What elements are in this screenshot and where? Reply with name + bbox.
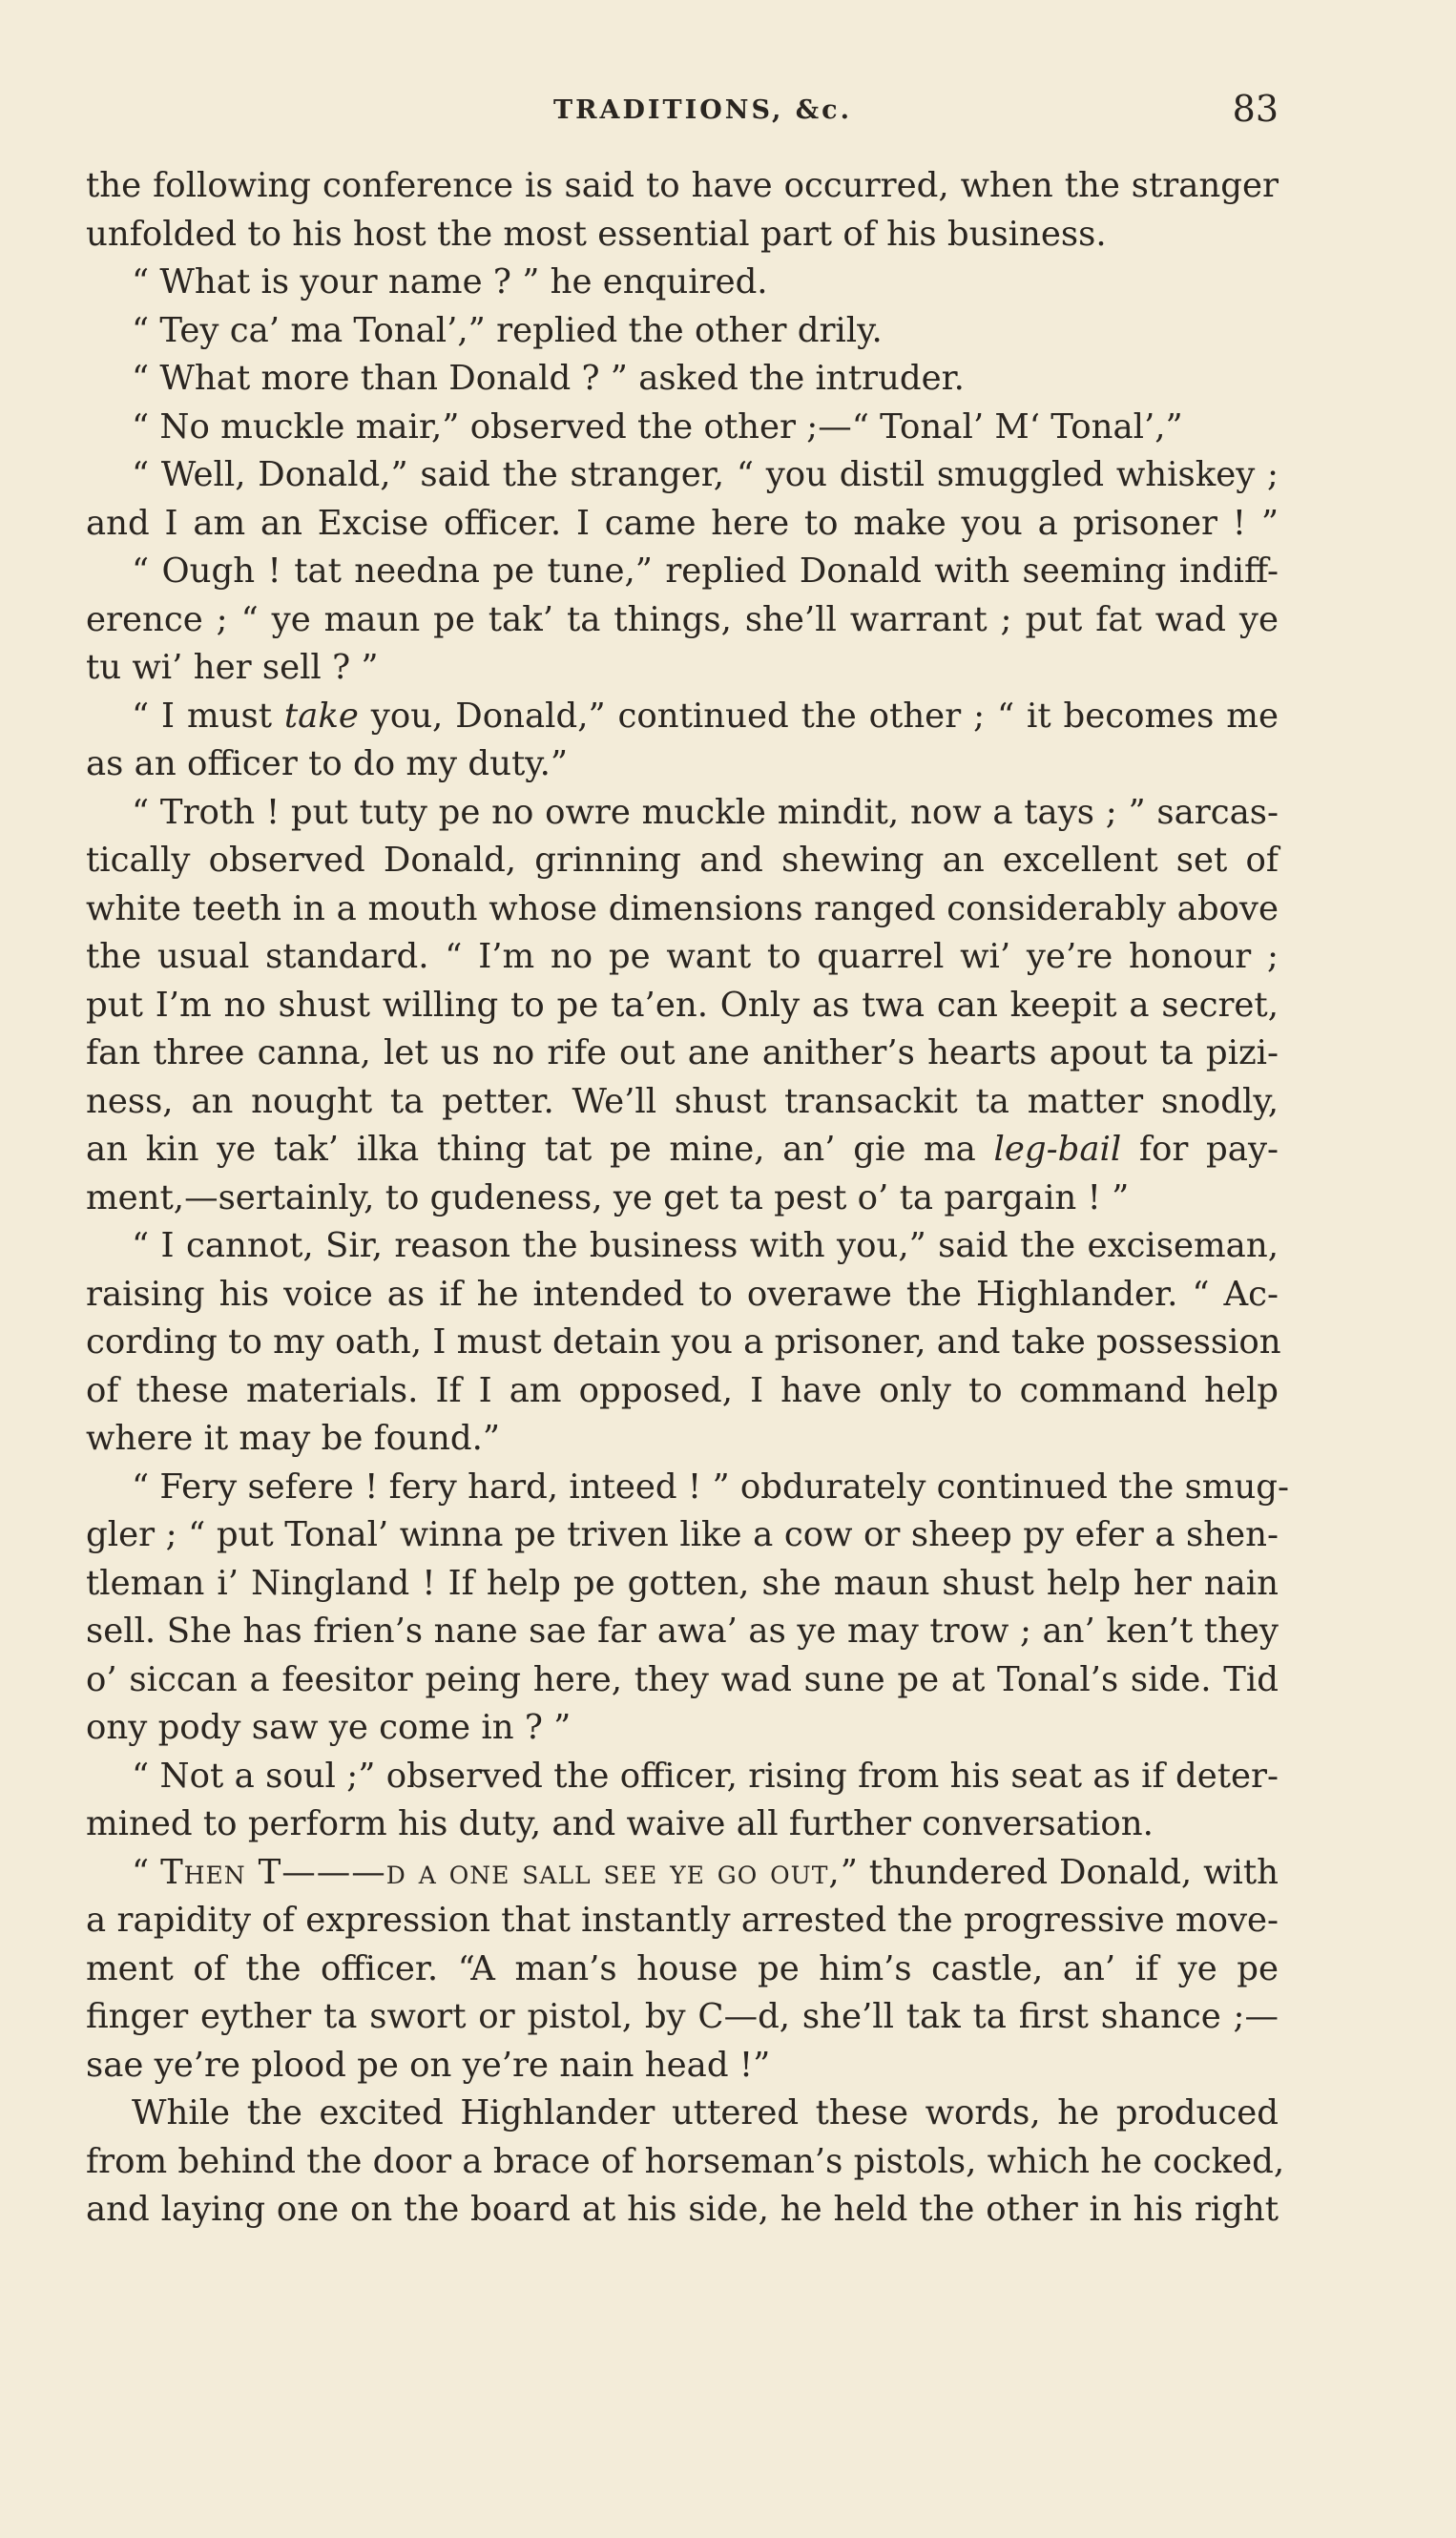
- text-line: sell. She has frien’s nane sae far awa’ as ye may trow ; an’ ken’t they: [86, 1612, 1279, 1651]
- text-line: white teeth in a mouth whose dimensions ranged considerably above: [86, 888, 1279, 928]
- text-line: “ What more than Donald ? ” asked the intruder.: [132, 359, 965, 398]
- text-line: “ Tey ca’ ma Tonal’,” replied the other drily.: [132, 310, 883, 350]
- text-line: tically observed Donald, grinning and shewing an excellent set of: [86, 841, 1279, 880]
- text-line: put I’m no shust willing to pe ta’en. Only as twa can keepit a secret,: [86, 985, 1279, 1025]
- text-line: ment of the officer. “A man’s house pe him’s castle, an’ if ye pe: [86, 1948, 1279, 1988]
- text-line: “ Then T———d a one sall see ye go out,” thundered Donald, with: [132, 1852, 1279, 1892]
- text-line: raising his voice as if he intended to overawe the Highlander. “ Ac-: [86, 1274, 1279, 1314]
- emphasis: take: [283, 696, 359, 736]
- text-line: finger eyther ta swort or pistol, by C—d, she’ll tak ta first shance ;—: [86, 1997, 1279, 2036]
- page-number: 83: [1232, 88, 1279, 130]
- text-line: of these materials. If I am opposed, I have only to command help: [86, 1370, 1279, 1410]
- running-header: [86, 88, 1279, 135]
- text-line: “ Not a soul ;” observed the officer, rising from his seat as if deter-: [132, 1756, 1279, 1796]
- text-line: “ I cannot, Sir, reason the business with you,” said the exciseman,: [132, 1226, 1279, 1265]
- text-line: o’ siccan a feesitor peing here, they wad sune pe at Tonal’s side. Tid: [86, 1659, 1279, 1699]
- running-title: TRADITIONS, &c.: [553, 95, 852, 125]
- text-line: “ Troth ! put tuty pe no owre muckle mindit, now a tays ; ” sarcas-: [132, 792, 1279, 832]
- text-line: the following conference is said to have occurred, when the stranger: [86, 166, 1279, 205]
- text-line: erence ; “ ye maun pe tak’ ta things, she’ll warrant ; put fat wad ye: [86, 599, 1279, 639]
- text-line: “ Well, Donald,” said the stranger, “ you distil smuggled whiskey ;: [132, 455, 1279, 494]
- text-line: “ Ough ! tat needna pe tune,” replied Donald with seeming indiff-: [132, 551, 1279, 591]
- text-line: ony pody saw ye come in ? ”: [86, 1708, 572, 1747]
- body-text: [86, 162, 1290, 2235]
- text-line: an kin ye tak’ ilka thing tat pe mine, an’ gie ma leg-bail for pay-: [86, 1130, 1279, 1169]
- text-line: as an officer to do my duty.”: [86, 744, 569, 783]
- text-line: a rapidity of expression that instantly arrested the progressive move-: [86, 1901, 1279, 1940]
- text-line: the usual standard. “ I’m no pe want to quarrel wi’ ye’re honour ;: [86, 937, 1279, 976]
- text-line: sae ye’re plood pe on ye’re nain head !”: [86, 2045, 771, 2085]
- text-line: where it may be found.”: [86, 1419, 501, 1458]
- text-line: cording to my oath, I must detain you a prisoner, and take possession: [86, 1322, 1281, 1362]
- text-line: and I am an Excise officer. I came here to make you a prisoner ! ”: [86, 503, 1279, 543]
- text-line: gler ; “ put Tonal’ winna pe triven like a cow or sheep py efer a shen-: [86, 1515, 1279, 1554]
- text-line: tu wi’ her sell ? ”: [86, 648, 379, 687]
- text-line: ment,—sertainly, to gudeness, ye get ta pest o’ ta pargain ! ”: [86, 1177, 1130, 1217]
- text-line: ness, an nought ta petter. We’ll shust transackit ta matter snodly,: [86, 1081, 1279, 1121]
- emphasis: leg-bail: [993, 1130, 1122, 1169]
- text-line: from behind the door a brace of horseman’s pistols, which he cocked,: [86, 2141, 1285, 2181]
- text-line: “ Fery sefere ! fery hard, inteed ! ” obdurately continued the smug-: [132, 1467, 1290, 1507]
- text-line: “ No muckle mair,” observed the other ;—“ Tonal’ M‘ Tonal’,”: [132, 406, 1183, 447]
- text-line: “ I must take you, Donald,” continued the other ; “ it becomes me: [132, 696, 1279, 736]
- text-line: and laying one on the board at his side, he held the other in his right: [86, 2190, 1279, 2229]
- text-line: fan three canna, let us no rife out ane anither’s hearts apout ta pizi-: [86, 1033, 1279, 1072]
- text-line: “ What is your name ? ” he enquired.: [132, 262, 768, 302]
- text-line: While the excited Highlander uttered these words, he produced: [132, 2093, 1279, 2132]
- small-caps-text: Then T———d a one sall see ye go out,: [160, 1852, 841, 1892]
- text-line: tleman i’ Ningland ! If help pe gotten, she maun shust help her nain: [86, 1563, 1279, 1603]
- text-line: mined to perform his duty, and waive all further conversation.: [86, 1804, 1154, 1843]
- text-line: unfolded to his host the most essential part of his business.: [86, 214, 1107, 254]
